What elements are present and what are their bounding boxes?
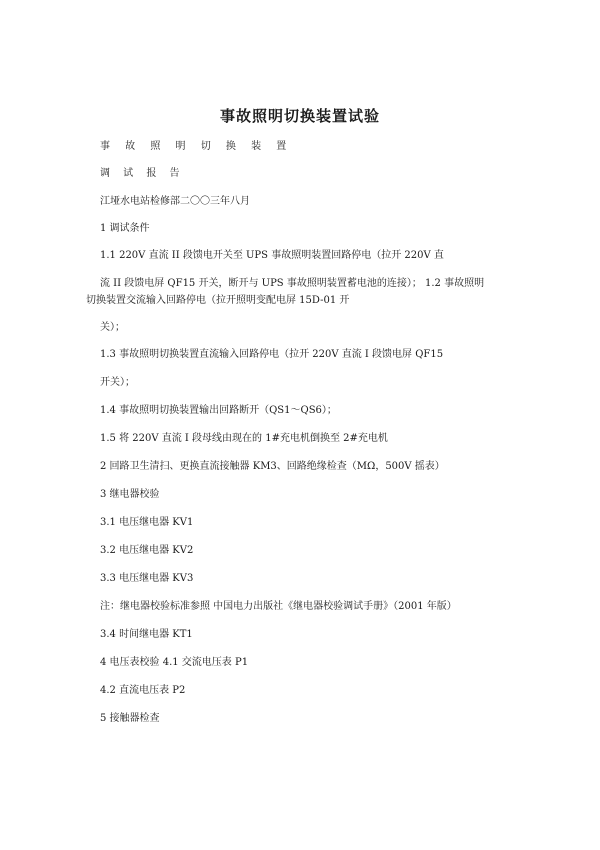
list-item: 3.4 时间继电器 KT1: [100, 629, 193, 640]
list-item: 4.2 直流电压表 P2: [100, 685, 186, 696]
paragraph-line: 1.3 事故照明切换装置直流输入回路停电（拉开 220V 直流 I 段馈电屏 QF15: [100, 349, 444, 360]
section-heading: 2 回路卫生清扫、更换直流接触器 KM3、回路绝缘检查（MΩ，500V 摇表）: [100, 461, 445, 472]
report-header-type: 调 试 报 告: [100, 168, 185, 179]
list-item: 3.3 电压继电器 KV3: [100, 573, 194, 584]
paragraph-line: 关）；: [100, 322, 125, 333]
list-item: 3.1 电压继电器 KV1: [100, 517, 194, 528]
section-heading: 4 电压表校验 4.1 交流电压表 P1: [100, 657, 249, 668]
paragraph-line: 1.1 220V 直流 II 段馈电开关至 UPS 事故照明装置回路停电（拉开 220V 直: [100, 250, 444, 261]
section-heading: 1 调试条件: [100, 223, 150, 234]
section-heading: 5 接触器检查: [100, 713, 160, 724]
paragraph-line: 流 II 段馈电屏 QF15 开关，断开与 UPS 事故照明装置蓄电池的连接）； 1.2 事故照明: [100, 278, 485, 289]
paragraph-line: 切换装置交流输入回路停电（拉开照明变配电屏 15D-01 开: [86, 295, 350, 306]
report-org-date: 江垭水电站检修部二〇〇三年八月: [100, 196, 250, 207]
section-heading: 3 继电器校验: [100, 489, 160, 500]
paragraph-line: 开关）；: [100, 377, 135, 388]
page-title: 事故照明切换装置试验: [219, 107, 380, 125]
list-item: 3.2 电压继电器 KV2: [100, 545, 194, 556]
paragraph-line: 1.4 事故照明切换装置输出回路断开（QS1～QS6）；: [100, 405, 337, 416]
report-header-subject: 事 故 照 明 切 换 装 置: [100, 141, 293, 152]
note-text: 注：继电器校验标准参照 中国电力出版社《继电器校验调试手册》（2001 年版）: [100, 601, 457, 612]
paragraph-line: 1.5 将 220V 直流 I 段母线由现在的 1#充电机倒换至 2#充电机: [100, 433, 388, 444]
